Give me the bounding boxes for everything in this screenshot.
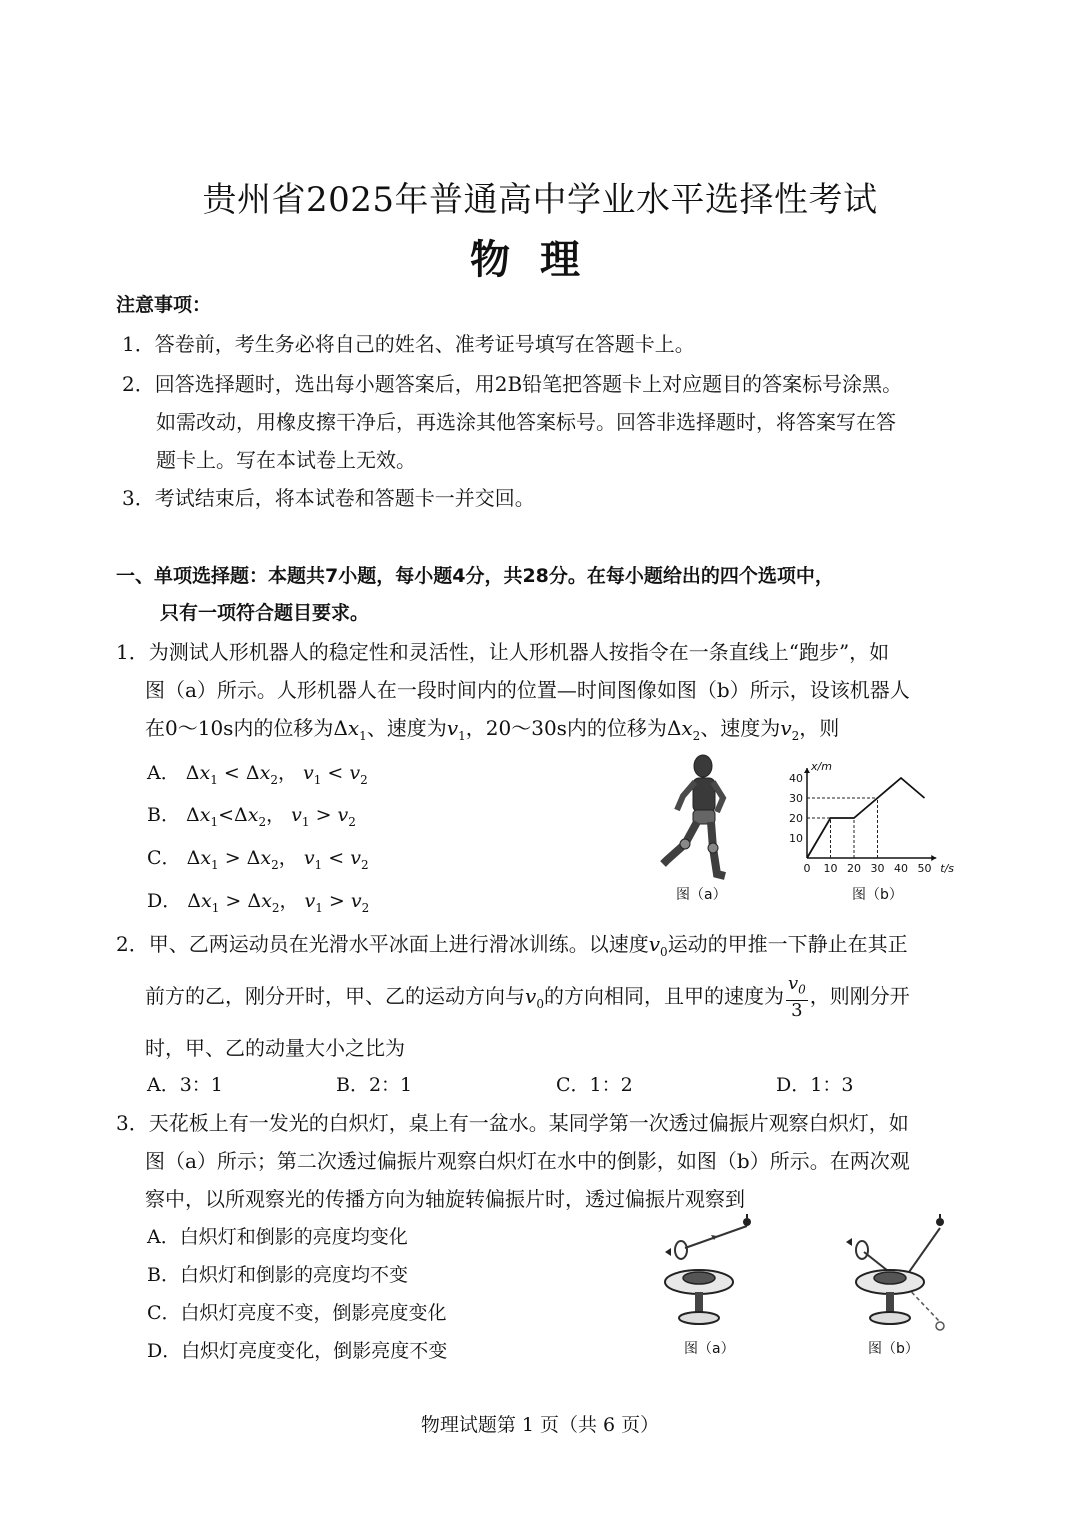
- y-axis-label: x/m: [811, 760, 832, 773]
- robot-knee: [680, 839, 690, 849]
- q3-option-a[interactable]: A．白炽灯和倒影的亮度均变化: [147, 1226, 408, 1248]
- relation: <: [327, 762, 344, 784]
- table-base: [679, 1312, 719, 1324]
- q2-text: ，则刚分开: [809, 983, 910, 1008]
- y-tick-label: 20: [789, 812, 803, 825]
- q3-option-c[interactable]: C．白炽灯亮度不变，倒影亮度变化: [147, 1302, 447, 1324]
- x-tick-label: 10: [823, 862, 838, 875]
- notice-item: 3．考试结束后，将本试卷和答题卡一并交回。: [122, 486, 535, 510]
- q1-text: 在0～10s内的位移为: [145, 716, 334, 740]
- chart-axes: [804, 768, 936, 861]
- notice-item: 2．回答选择题时，选出每小题答案后，用2B铅笔把答题卡上对应题目的答案标号涂黑。: [122, 372, 903, 396]
- fraction-denominator: 3: [791, 999, 803, 1021]
- notice-item: 题卡上。写在本试卷上无效。: [156, 448, 416, 472]
- y-tick-label: 40: [789, 772, 803, 785]
- page-footer: 物理试题第 1 页（共 6 页）: [420, 1414, 660, 1436]
- bulb-icon: [743, 1218, 751, 1226]
- q1-stem-line: 图（a）所示。人形机器人在一段时间内的位置—时间图像如图（b）所示，设该机器人: [145, 678, 910, 702]
- section-heading: 一、单项选择题：本题共7小题，每小题4分，共28分。在每小题给出的四个选项中，: [116, 565, 834, 587]
- q1-text: 、速度为: [366, 716, 447, 740]
- q1-stem-line: 1．为测试人形机器人的稳定性和灵活性，让人形机器人按指令在一条直线上“跑步”，如: [116, 640, 890, 664]
- relation: >: [328, 890, 345, 912]
- relation: <: [328, 847, 345, 869]
- relation: >: [225, 890, 242, 912]
- robot-arm: [677, 782, 695, 810]
- y-tick-label: 10: [789, 832, 803, 845]
- robot-head: [694, 755, 712, 777]
- exam-title: 贵州省2025年普通高中学业水平选择性考试: [202, 180, 878, 220]
- x-tick-label: 0: [803, 862, 811, 875]
- q1-option-a[interactable]: A． $\Delta x_1 < \Delta x_2$， $v_1 < v_2$: [147, 762, 368, 787]
- xt-chart: [775, 752, 965, 882]
- q2-option-b[interactable]: B．2：1: [336, 1074, 413, 1096]
- option-label: C．: [147, 847, 181, 869]
- relation: >: [315, 804, 332, 826]
- q2-text: 2．甲、乙两运动员在光滑水平冰面上进行滑冰训练。以速度: [116, 932, 649, 956]
- relation: >: [224, 847, 241, 869]
- option-label: B．: [147, 804, 180, 826]
- subject-title: 物理: [470, 237, 610, 283]
- fig-b-caption: 图（b）: [852, 887, 903, 903]
- q1-option-c[interactable]: C． $\Delta x_1 > \Delta x_2$， $v_1 < v_2$: [147, 847, 369, 872]
- q3-figure-a: [655, 1212, 775, 1332]
- y-tick-label: 30: [789, 792, 803, 805]
- q2-option-d[interactable]: D．1：3: [776, 1074, 854, 1096]
- x-axis-label: t/s: [940, 862, 954, 875]
- notice-heading: 注意事项：: [116, 294, 212, 316]
- q2-text: 的方向相同，且甲的速度为: [543, 983, 784, 1008]
- q2-option-c[interactable]: C．1：2: [556, 1074, 633, 1096]
- x-tick-label: 40: [894, 862, 908, 875]
- q3-stem-line: 察中，以所观察光的传播方向为轴旋转偏振片时，透过偏振片观察到: [145, 1187, 745, 1211]
- eye-icon: [665, 1248, 671, 1256]
- option-label: A．: [147, 762, 180, 784]
- option-label: D．: [147, 890, 182, 912]
- q1-text: ，20～30s内的位移为: [465, 716, 667, 740]
- q2-text: 运动的甲推一下静止在其正: [667, 932, 908, 956]
- q2-stem-line: 2．甲、乙两运动员在光滑水平冰面上进行滑冰训练。以速度$v_0$运动的甲推一下静止在其正: [116, 932, 908, 959]
- notice-item: 如需改动，用橡皮擦干净后，再选涂其他答案标号。回答非选择题时，将答案写在答: [156, 410, 896, 434]
- relation: <: [218, 804, 235, 826]
- relation: <: [223, 762, 240, 784]
- fraction-v0-over-3: $\frac{v_0}{3}$: [787, 973, 806, 1021]
- virtual-image-icon: [936, 1322, 944, 1330]
- q1-option-d[interactable]: D． $\Delta x_1 > \Delta x_2$， $v_1 > v_2$: [147, 890, 370, 915]
- section-heading-cont: 只有一项符合题目要求。: [160, 602, 370, 624]
- q1-stem-line: 在0～10s内的位移为$\Delta x_1$、速度为$v_1$，20～30s内的位移为$\Delta x_2$、速度为$v_2$，则: [145, 716, 840, 743]
- q1-text: 、速度为: [700, 716, 781, 740]
- x-axis-arrow-icon: [931, 855, 936, 861]
- q3-figure-b: [840, 1212, 960, 1342]
- robot-knee: [708, 843, 718, 853]
- x-tick-label: 50: [917, 862, 932, 875]
- water-basin: [683, 1272, 715, 1284]
- table-base: [870, 1312, 910, 1324]
- q3-option-d[interactable]: D．白炽灯亮度变化，倒影亮度不变: [147, 1340, 448, 1362]
- q3-stem-line: 3．天花板上有一发光的白炽灯，桌上有一盆水。某同学第一次透过偏振片观察白炽灯，如: [116, 1111, 909, 1135]
- q2-text: 前方的乙，刚分开时，甲、乙的运动方向与: [145, 983, 525, 1008]
- q1-text: ，则: [799, 716, 840, 740]
- y-axis-arrow-icon: [804, 768, 810, 773]
- q3-option-b[interactable]: B．白炽灯和倒影的亮度均不变: [147, 1264, 408, 1286]
- bulb-icon: [936, 1218, 944, 1226]
- polarizer-icon: [856, 1241, 868, 1259]
- q1-option-b[interactable]: B． $\Delta x_1<\Delta x_2$， $v_1 > v_2$: [147, 804, 356, 829]
- eye-icon: [846, 1238, 852, 1246]
- polarizer-icon: [675, 1241, 687, 1259]
- q2-option-a[interactable]: A．3：1: [147, 1074, 223, 1096]
- x-tick-label: 20: [847, 862, 861, 875]
- notice-item: 1．答卷前，考生务必将自己的姓名、准考证号填写在答题卡上。: [122, 332, 695, 356]
- water-basin: [874, 1272, 906, 1284]
- q2-stem-line: 前方的乙，刚分开时，甲、乙的运动方向与$v_0$的方向相同，且甲的速度为 $\frac{v_0}{3}$ ，则刚分开: [145, 973, 910, 1021]
- q3-fig-a-caption: 图（a）: [684, 1341, 735, 1357]
- fig-a-caption: 图（a）: [676, 887, 727, 903]
- q2-stem-line: 时，甲、乙的动量大小之比为: [145, 1036, 405, 1060]
- q3-fig-b-caption: 图（b）: [868, 1341, 919, 1357]
- x-tick-label: 30: [870, 862, 885, 875]
- q3-stem-line: 图（a）所示；第二次透过偏振片观察白炽灯在水中的倒影，如图（b）所示。在两次观: [145, 1149, 910, 1173]
- robot-figure: [655, 752, 745, 902]
